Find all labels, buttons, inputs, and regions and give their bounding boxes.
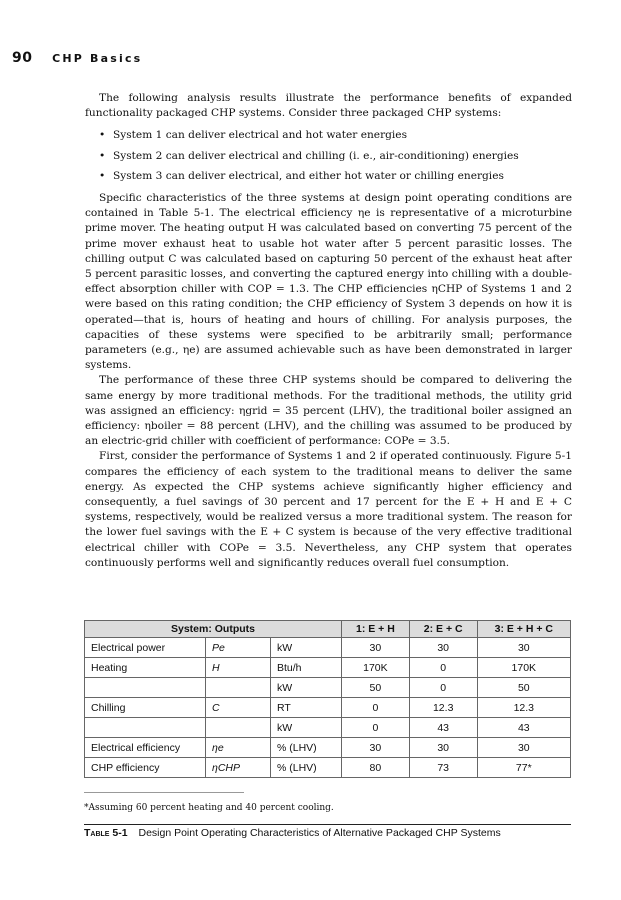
table-cell: Pe (206, 638, 271, 658)
table-cell: RT (271, 698, 342, 718)
table-cell: 30 (477, 738, 570, 758)
table-cell (206, 718, 271, 738)
data-table (84, 620, 571, 778)
system-list (85, 128, 572, 184)
table-cell: C (206, 698, 271, 718)
table-row (85, 698, 571, 718)
caption-divider (84, 824, 571, 825)
caption-text: Design Point Operating Characteristics of Alternative Packaged CHP Systems (138, 827, 501, 839)
list-item: • System 1 can deliver electrical and hot water energies (113, 128, 572, 143)
table-cell: 0 (342, 698, 410, 718)
column-header: 1: E + H (342, 621, 410, 638)
table-row (85, 638, 571, 658)
table-cell: CHP efficiency (85, 758, 206, 778)
column-header: 2: E + C (409, 621, 477, 638)
table-cell: 30 (477, 638, 570, 658)
table-cell: % (LHV) (271, 758, 342, 778)
table-cell: 30 (409, 738, 477, 758)
table-cell: 170K (477, 658, 570, 678)
table-cell: kW (271, 718, 342, 738)
table-cell: kW (271, 678, 342, 698)
table-row (85, 678, 571, 698)
table-cell: 73 (409, 758, 477, 778)
table-row (85, 718, 571, 738)
column-header: System: Outputs (85, 621, 342, 638)
table-cell: 30 (342, 738, 410, 758)
footnote-divider (84, 792, 244, 793)
table-cell: ηe (206, 738, 271, 758)
body-text (85, 91, 572, 571)
page-header (12, 47, 142, 66)
table-cell: 80 (342, 758, 410, 778)
table-cell: 50 (477, 678, 570, 698)
column-header: 3: E + H + C (477, 621, 570, 638)
table-cell: 30 (342, 638, 410, 658)
page-number: 90 (12, 50, 33, 66)
table-cell: 77* (477, 758, 570, 778)
table-row (85, 758, 571, 778)
table-cell: 43 (477, 718, 570, 738)
table-cell: % (LHV) (271, 738, 342, 758)
table-caption (84, 827, 501, 839)
table-cell: Electrical efficiency (85, 738, 206, 758)
table-cell: 0 (409, 658, 477, 678)
table-cell: kW (271, 638, 342, 658)
table-5-1 (84, 620, 571, 778)
table-cell: Electrical power (85, 638, 206, 658)
table-cell: Chilling (85, 698, 206, 718)
caption-label: Table 5-1 (84, 827, 128, 839)
running-title: CHP Basics (52, 52, 143, 65)
paragraph: The performance of these three CHP systems should be compared to delivering the same energy by more traditional methods. For the traditional methods, the utility grid was assigned an efficiency: ηgrid = 35 percent (LHV), the traditional boiler assigned an efficiency: ηboiler = 88 percent (LHV), and the chilling was assumed to be produced by an electric-grid chiller with coefficient of performance: COPe = 3.5. (85, 374, 572, 448)
intro-paragraph: The following analysis results illustrate the performance benefits of expanded functionality packaged CHP systems. Consider three packaged CHP systems: (85, 92, 572, 120)
table-cell: 30 (409, 638, 477, 658)
table-cell (85, 718, 206, 738)
table-cell: Heating (85, 658, 206, 678)
table-footnote: *Assuming 60 percent heating and 40 percent cooling. (84, 803, 334, 813)
table-row (85, 738, 571, 758)
table-cell: 50 (342, 678, 410, 698)
table-cell: Btu/h (271, 658, 342, 678)
paragraph: Specific characteristics of the three systems at design point operating conditions are contained in Table 5-1. The electrical efficiency ηe is representative of a microturbine prime mover. The heating output H was calculated based on converting 75 percent of the prime mover exhaust heat to usable hot water after 5 percent parasitic losses. The chilling output C was calculated based on capturing 50 percent of the exhaust heat after 5 percent parasitic losses, and converting the captured energy into chilling with a double-effect absorption chiller with COP = 1.3. The CHP efficiencies ηCHP of Systems 1 and 2 were based on this rating condition; the CHP efficiency of System 3 depends on how it is operated—that is, hours of heating and hours of chilling. For analysis purposes, the capacities of these systems were specified to be arbitrarily small; performance parameters (e.g., ηe) are assumed achievable such as have been demonstrated in larger systems. (85, 192, 572, 372)
table-cell: H (206, 658, 271, 678)
table-cell: 170K (342, 658, 410, 678)
table-cell (85, 678, 206, 698)
table-cell: 43 (409, 718, 477, 738)
table-cell: 12.3 (477, 698, 570, 718)
table-cell: 12.3 (409, 698, 477, 718)
list-item: • System 3 can deliver electrical, and either hot water or chilling energies (113, 169, 572, 184)
table-row (85, 658, 571, 678)
table-cell (206, 678, 271, 698)
table-cell: 0 (409, 678, 477, 698)
list-item: • System 2 can deliver electrical and chilling (i. e., air-conditioning) energies (113, 149, 572, 164)
table-header-row (85, 621, 571, 638)
paragraph: First, consider the performance of Systems 1 and 2 if operated continuously. Figure 5-1 compares the efficiency of each system to the traditional means to deliver the same energy. As expected the CHP systems achieve significantly higher efficiency and consequently, a fuel savings of 30 percent and 17 percent for the E + H and E + C systems, respectively, would be realized versus a more traditional system. The reason for the lower fuel savings with the E + C system is because of the very effective traditional electrical chiller with COPe = 3.5. Nevertheless, any CHP system that operates continuously performs well and significantly reduces overall fuel consumption. (85, 450, 572, 569)
table-cell: ηCHP (206, 758, 271, 778)
table-cell: 0 (342, 718, 410, 738)
